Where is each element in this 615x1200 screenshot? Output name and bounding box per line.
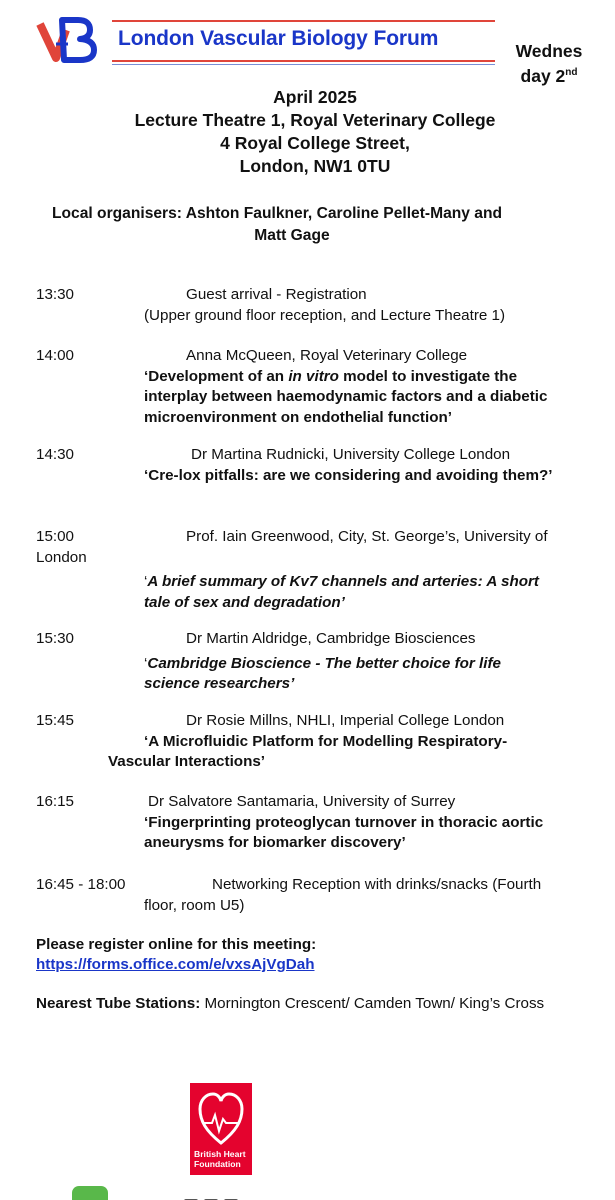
schedule-time: 15:00 — [36, 528, 75, 545]
organisers-line1: Local organisers: Ashton Faulkner, Caroline Pellet-Many and — [52, 205, 503, 222]
event-day-line1: Wednes — [515, 41, 583, 61]
schedule-item — [36, 285, 596, 326]
schedule-speaker: Prof. Iain Greenwood, City, St. George’s, University of — [186, 528, 548, 545]
schedule-time: 14:30 — [36, 446, 75, 463]
banner-rule-bottom — [112, 60, 495, 62]
schedule-item — [36, 346, 596, 428]
lvbf-logo — [36, 14, 112, 64]
schedule-time: 14:00 — [36, 347, 75, 364]
talk-title-part: ‘Development of an — [144, 367, 289, 385]
event-header — [80, 86, 550, 178]
event-day-text: day 2 — [520, 66, 566, 86]
registration-link[interactable]: https://forms.office.com/e/vxsAjVgDah — [36, 956, 315, 973]
tube-label: Nearest Tube Stations: — [36, 995, 201, 1012]
event-day-suffix: nd — [565, 67, 578, 78]
schedule-talk-title — [36, 572, 556, 613]
forum-title: London Vascular Biology Forum — [118, 27, 439, 50]
schedule-item — [36, 629, 596, 695]
bhf-logo — [190, 1083, 252, 1175]
schedule-speaker: Dr Salvatore Santamaria, University of Surrey — [148, 793, 456, 810]
schedule-speaker: Networking Reception with drinks/snacks (Fourth — [212, 876, 542, 893]
schedule-speaker: Dr Rosie Millns, NHLI, Imperial College London — [186, 712, 505, 729]
bhf-name — [194, 1150, 246, 1169]
vb-logo-icon — [36, 14, 112, 64]
bhf-name-line2: Foundation — [194, 1158, 241, 1169]
local-organisers — [52, 203, 592, 247]
schedule-talk-title — [36, 367, 556, 429]
talk-title-italic: in vitro — [288, 367, 339, 385]
schedule-item — [36, 875, 596, 916]
schedule-time: 16:45 - 18:00 — [36, 876, 126, 893]
schedule-item — [36, 711, 596, 773]
schedule-item — [36, 527, 596, 613]
tube-stations — [36, 994, 596, 1014]
schedule-speaker: Anna McQueen, Royal Veterinary College — [186, 347, 468, 364]
title-banner — [112, 20, 495, 64]
event-day — [509, 40, 589, 87]
schedule-talk-title — [36, 654, 556, 695]
sponsor-logo-partial — [184, 1192, 264, 1200]
schedule-talk-title: ‘Cre-lox pitfalls: are we considering and avoiding them?’ — [144, 466, 553, 484]
talk-quote: ‘ — [144, 654, 148, 672]
banner-rule-top — [112, 20, 495, 22]
talk-title-part: model to investigate the interplay between haemodynamic factors and a diabetic microenvironment on endothelial function’ — [144, 367, 548, 426]
schedule-speaker: Guest arrival - Registration — [186, 286, 367, 303]
schedule-time: 13:30 — [36, 286, 75, 303]
schedule-item — [36, 792, 596, 854]
schedule-speaker-cont: London — [36, 548, 87, 566]
sponsor-logo-partial — [72, 1186, 108, 1200]
schedule-time: 16:15 — [36, 793, 75, 810]
registration-info — [36, 935, 596, 975]
bhf-name-line1: British Heart — [194, 1149, 246, 1159]
event-month-year: April 2025 — [273, 87, 357, 107]
schedule-speaker: Dr Martin Aldridge, Cambridge Biosciences — [186, 630, 476, 647]
organisers-line2: Matt Gage — [254, 227, 330, 244]
event-venue: Lecture Theatre 1, Royal Veterinary College — [134, 110, 496, 130]
schedule-time: 15:45 — [36, 712, 75, 729]
schedule-item — [36, 445, 596, 486]
schedule-talk-title: ‘A Microfluidic Platform for Modelling Respiratory-Vascular Interactions’ — [108, 732, 508, 770]
schedule-speaker: Dr Martina Rudnicki, University College London — [191, 446, 511, 463]
event-day-line2 — [509, 62, 589, 87]
talk-title-italic: Cambridge Bioscience - The better choice for life science researchers’ — [144, 654, 501, 692]
schedule-talk-title: ‘Fingerprinting proteoglycan turnover in thoracic aortic aneurysms for biomarker discovery’ — [144, 813, 544, 851]
registration-label: Please register online for this meeting: — [36, 936, 317, 953]
talk-quote: ‘ — [144, 573, 148, 590]
event-city: London, NW1 0TU — [239, 156, 391, 176]
talk-title-italic: A brief summary of Kv7 channels and arteries: A short tale of sex and degradation’ — [144, 573, 539, 611]
event-street: 4 Royal College Street, — [220, 133, 410, 153]
banner-rule-bottom-blue — [112, 64, 495, 65]
schedule-time: 15:30 — [36, 630, 75, 647]
heart-icon — [196, 1089, 246, 1147]
tube-station-list: Mornington Crescent/ Camden Town/ King’s Cross — [204, 995, 545, 1012]
schedule-note: (Upper ground floor reception, and Lecture Theatre 1) — [144, 306, 506, 324]
schedule-speaker-cont: floor, room U5) — [144, 896, 245, 914]
